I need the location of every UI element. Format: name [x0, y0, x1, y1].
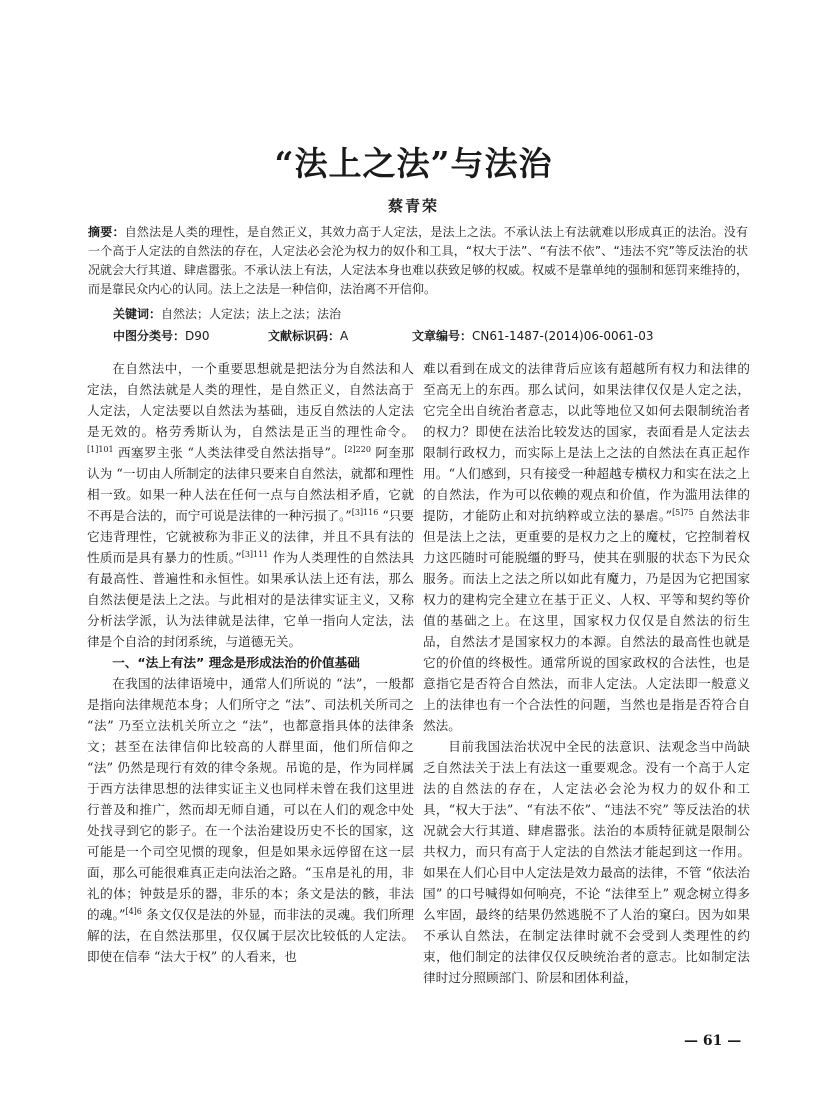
paragraph-text: 在我国的法律语境中，通常人们所说的 “法”，一般都是指向法律规范本身；人们所守之 “法”、司法机关所司之 “法” 乃至立法机关所立之 “法”，也都意指具体的法律条文；甚至在法律信仰比较高的人群里面，他们所信仰之 “法” 仍然是现行有效的律令条规。吊诡的是，作为同样属于西方法律思想的法律实证主义也同样未曾在我们这里进行普及和推广，然而却无师自通，可以在人们的观念中处处找寻到它的影子。在一个法治建设历史不长的国家，这可能是一个司空见惯的现象，但是如果永远停留在这一层面，那么可能很难真正走向法治之路。“玉帛是礼的用，非礼的体；钟鼓是乐的器，非乐的本；条文是法的骸，非法的魂。”	[87, 676, 414, 922]
citation-ref: [5]75	[672, 507, 694, 517]
doc-value: A	[340, 329, 349, 343]
body-column-left	[87, 358, 414, 967]
keywords-label: 关键词：	[113, 307, 162, 321]
article-no-value: CN61-1487-(2014)06-0061-03	[472, 329, 654, 343]
class-number	[113, 327, 268, 344]
class-label: 中图分类号：	[113, 329, 186, 343]
body-column-right	[423, 358, 750, 988]
citation-ref: [1]101	[87, 444, 114, 454]
citation-ref: [4]6	[125, 906, 142, 916]
citation-ref: [3]111	[241, 549, 269, 559]
citation-ref: [2]220	[344, 444, 371, 454]
paragraph-text: 西塞罗主张 “人类法律受自然法指导”。	[113, 445, 345, 460]
abstract-label: 摘要：	[88, 225, 125, 239]
abstract	[88, 223, 748, 299]
doc-code	[268, 327, 412, 344]
article-no-label: 文章编号：	[412, 329, 473, 343]
paragraph: 目前我国法治状况中全民的法意识、法观念当中尚缺乏自然法关于法上有法这一重要观念。没有一个高于人定法的自然法的存在，人定法必会沦为权力的奴仆和工具，“权大于法”、“有法不依”、“违法不究” 等反法治的状况就会大行其道、肆虐嚣张。法治的本质特征就是限制公共权力，而只有高于人定法的自然法才能起到这一作用。如果在人们心目中人定法是效力最高的法律，不管 “依法治国” 的口号喊得如何响亮，不论 “法律至上” 观念树立得多么牢固，最终的结果仍然逃脱不了人治的窠臼。因为如果不承认自然法，在制定法律时就不会受到人类理性的约束，他们制定的法律仅仅反映统治者的意志。比如制定法律时过分照顾部门、阶层和团体利益，	[423, 739, 750, 985]
keywords	[113, 305, 753, 322]
paragraph	[423, 358, 750, 736]
paragraph-text: 作为人类理性的自然法具有最高性、普遍性和永恒性。如果承认法上还有法，那么自然法便是法上之法。与此相对的是法律实证主义，又称分析法学派，认为法律就是法律，它单一指向人定法，法律是个自洽的封闭系统，与道德无关。	[87, 550, 414, 649]
keywords-text: 自然法；人定法；法上之法；法治	[161, 307, 342, 321]
article-number	[412, 327, 653, 344]
paragraph-text: 在自然法中，一个重要思想就是把法分为自然法和人定法，自然法就是人类的理性，是自然正义，自然法高于人定法，人定法要以自然法为基础，违反自然法的人定法是无效的。格劳秀斯认为，自然法是正当的理性命令。	[87, 361, 414, 439]
paragraph	[87, 358, 414, 652]
doc-label: 文献标识码：	[268, 329, 341, 343]
page-number: — 61 —	[684, 1033, 742, 1049]
paragraph-text: “只要它违背理性，它就被称为非正义的法律，并且不具有法的性质而是具有暴力的性质。”	[87, 508, 414, 565]
class-value: D90	[185, 329, 210, 343]
paragraph-text: 自然法非但是法上之法，更重要的是权力之上的魔杖，它控制着权力这匹随时可能脱缰的野马，使其在驯服的状态下为民众服务。而法上之法之所以如此有魔力，乃是因为它把国家权力的建构完全建立在基于正义、人权、平等和契约等价值的基础之上。在这里，国家权力仅仅是自然法的衍生品，自然法才是国家权力的本源。自然法的最高性也就是它的价值的终极性。通常所说的国家政权的合法性，也是意指它是否符合自然法，而非人定法。人定法即一般意义上的法律也有一个合法性的问题，当然也是指是否符合自然法。	[423, 508, 750, 733]
article-title: “法上之法”与法治	[274, 144, 553, 183]
citation-ref: [3]116	[351, 507, 379, 517]
paragraph-text: 条文仅仅是法的外显，而非法的灵魂。我们所理解的法，在自然法那里，仅仅属于层次比较低的人定法。即使在信奉 “法大于权” 的人看来，也	[87, 907, 414, 964]
section-heading: 一、“法上有法” 理念是形成法治的价值基础	[112, 655, 360, 670]
classification-line	[113, 327, 753, 344]
author-name: 蔡青荣	[387, 197, 439, 215]
abstract-text: 自然法是人类的理性，是自然正义，其效力高于人定法，是法上之法。不承认法上有法就难以形成真正的法治。没有一个高于人定法的自然法的存在，人定法必会沦为权力的奴仆和工具，“权大于法”、“有法不依”、“违法不究”等反法治的状况就会大行其道、肆虐嚣张。不承认法上有法，人定法本身也难以获致足够的权威。权威不是靠单纯的强制和惩罚来维持的，而是靠民众内心的认同。法上之法是一种信仰，法治离不开信仰。	[88, 225, 749, 296]
paragraph	[87, 673, 414, 967]
paragraph-text: 阿奎那认为 “一切由人所制定的法律只要来自自然法，就都和理性相一致。如果一种人法在任何一点与自然法相矛盾，它就不再是合法的，而宁可说是法律的一种污损了。”	[87, 445, 414, 523]
paragraph-text: 难以看到在成文的法律背后应该有超越所有权力和法律的至高无上的东西。那么试问，如果法律仅仅是人定之法，它完全出自统治者意志，以此等地位又如何去限制统治者的权力？即使在法治比较发达的国家，表面看是人定法去限制行政权力，而实际上是法上之法的自然法在真正起作用。“人们感到，只有接受一种超越专横权力和实在法之上的自然法，作为可以依赖的观点和价值，作为滥用法律的提防，才能防止和对抗纳粹或立法的暴虐。”	[423, 361, 750, 523]
